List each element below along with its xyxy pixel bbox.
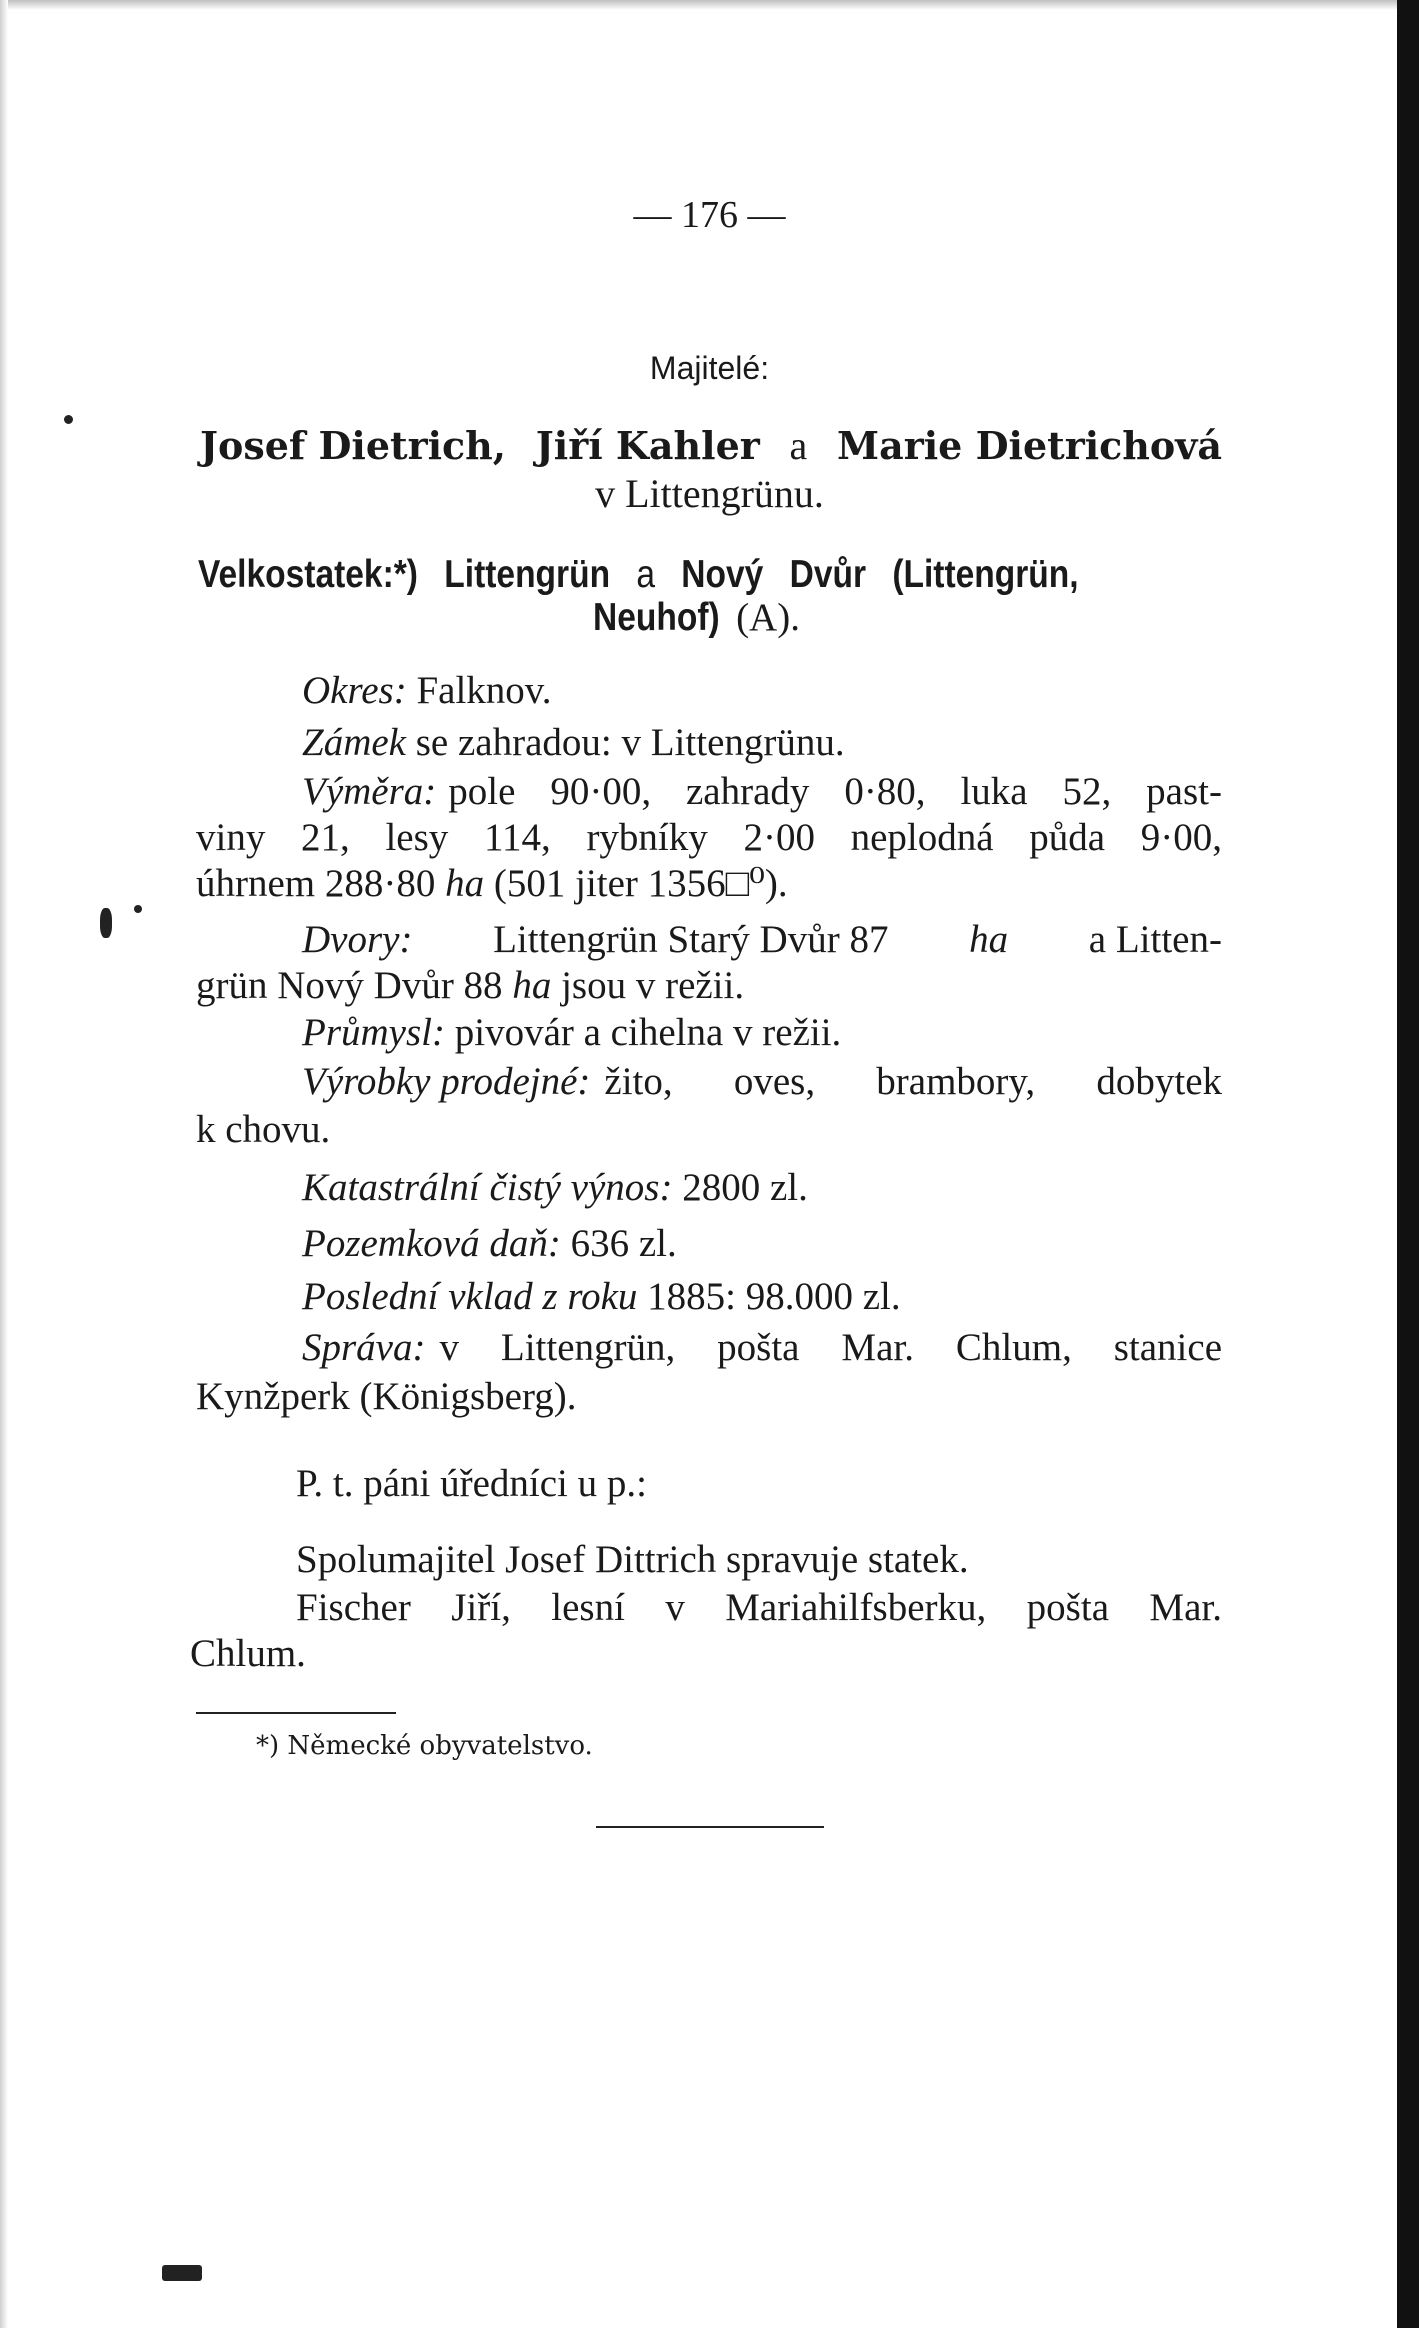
officials-heading: P. t. páni úředníci u p.: xyxy=(296,1462,647,1505)
prumysl-label: Průmysl: xyxy=(302,1011,445,1054)
dvory-text-1b: a Litten- xyxy=(1088,918,1222,961)
sprava-text-1: v Littengrün, pošta Mar. Chlum, stanice xyxy=(439,1326,1222,1369)
vymera-ha-unit: ha xyxy=(445,862,485,905)
zamek-place: v Littengrünu. xyxy=(621,721,845,764)
dvory-text-1a: Littengrün Starý Dvůr 87 xyxy=(493,918,889,961)
owners-place: v Littengrünu. xyxy=(595,471,824,516)
vymera-text-3b: (501 jiter 1356□⁰). xyxy=(493,862,788,905)
vklad-value: 1885: 98.000 zl. xyxy=(647,1275,901,1318)
dan-value: 636 zl. xyxy=(570,1222,677,1265)
footnote-divider xyxy=(196,1712,396,1714)
sprava-text-2: Kynžperk (Königsberg). xyxy=(196,1375,577,1418)
estate-name-1: Littengrün xyxy=(444,553,611,596)
owner-name-3: Marie Dietrichová xyxy=(837,423,1222,468)
owners-heading: Majitelé: xyxy=(649,350,770,386)
sprava-line-1 xyxy=(302,1328,1222,1367)
scan-edge-left xyxy=(0,0,8,2328)
dvory-ha-unit-1: ha xyxy=(969,918,1009,961)
section-end-rule xyxy=(596,1826,824,1828)
vyrobky-line-1 xyxy=(302,1062,1222,1101)
prumysl-line xyxy=(302,1013,841,1052)
vymera-line-1 xyxy=(302,772,1222,811)
owner-name-2: Jiří Kahler xyxy=(535,423,760,468)
owners-line xyxy=(200,422,1222,469)
vklad-label: Poslední vklad z roku xyxy=(302,1275,638,1318)
vymera-text-2: viny 21, lesy 114, rybníky 2·00 neplodná půda 9·00, xyxy=(196,816,1222,859)
estate-name-2: Nový xyxy=(681,553,764,596)
scan-speck xyxy=(64,415,73,424)
officials-line-2: Fischer Jiří, lesní v Mariahilfsberku, pošta Mar. xyxy=(296,1586,1222,1629)
estate-label: Velkostatek:*) xyxy=(198,553,418,596)
zamek-value: se zahradou: xyxy=(415,721,612,764)
owner-name-1: Josef Dietrich, xyxy=(200,423,507,468)
estate-line-2 xyxy=(593,598,800,637)
okres-value: Falknov. xyxy=(416,669,552,712)
estate-code: (A). xyxy=(736,596,800,639)
katastr-line xyxy=(302,1168,808,1207)
vymera-text-1: pole 90·00, zahrady 0·80, luka 52, past- xyxy=(448,770,1222,813)
dvory-text-2a: grün Nový Dvůr 88 xyxy=(196,964,503,1007)
officials-line-3: Chlum. xyxy=(190,1632,306,1675)
dan-label: Pozemková daň: xyxy=(302,1222,561,1265)
katastr-value: 2800 zl. xyxy=(682,1166,808,1209)
dvory-ha-unit-2: ha xyxy=(512,964,552,1007)
dvory-line-2 xyxy=(196,966,744,1005)
scan-speck xyxy=(100,908,112,938)
zamek-line xyxy=(302,723,845,762)
dvory-line-1 xyxy=(302,920,1222,959)
vymera-line-3 xyxy=(196,864,788,903)
prumysl-value: pivovár a cihelna v režii. xyxy=(454,1011,842,1054)
estate-paren-2: Neuhof) xyxy=(593,596,720,639)
vyrobky-text-2: k chovu. xyxy=(196,1108,331,1151)
vklad-line xyxy=(302,1277,901,1316)
estate-paren-1: (Littengrün, xyxy=(892,553,1079,596)
vyrobky-text-1: žito, oves, brambory, dobytek xyxy=(604,1060,1222,1103)
footnote-text: *) Německé obyvatelstvo. xyxy=(256,1731,593,1761)
scan-speck xyxy=(162,2265,202,2281)
vymera-text-3a: úhrnem 288·80 xyxy=(196,862,436,905)
dan-line xyxy=(302,1224,677,1263)
katastr-label: Katastrální čistý výnos: xyxy=(302,1166,673,1209)
estate-line xyxy=(198,553,1079,597)
sprava-label: Správa: xyxy=(302,1326,426,1369)
vymera-label: Výměra: xyxy=(302,770,437,813)
okres-label: Okres: xyxy=(302,669,407,712)
scan-edge-top xyxy=(0,0,1419,10)
dvory-label: Dvory: xyxy=(302,918,413,961)
estate-name-3: Dvůr xyxy=(789,553,867,596)
page-number: — 176 — xyxy=(633,194,786,236)
zamek-label: Zámek xyxy=(302,721,406,764)
dvory-text-2b: jsou v režii. xyxy=(561,964,745,1007)
estate-conjunction: a xyxy=(636,553,656,596)
owners-conjunction: a xyxy=(789,423,808,468)
officials-line-1: Spolumajitel Josef Dittrich spravuje statek. xyxy=(296,1538,969,1581)
okres-line xyxy=(302,671,552,710)
scan-speck xyxy=(134,905,142,913)
scan-edge-right xyxy=(1397,0,1419,2328)
vyrobky-label: Výrobky prodejné: xyxy=(302,1060,591,1103)
